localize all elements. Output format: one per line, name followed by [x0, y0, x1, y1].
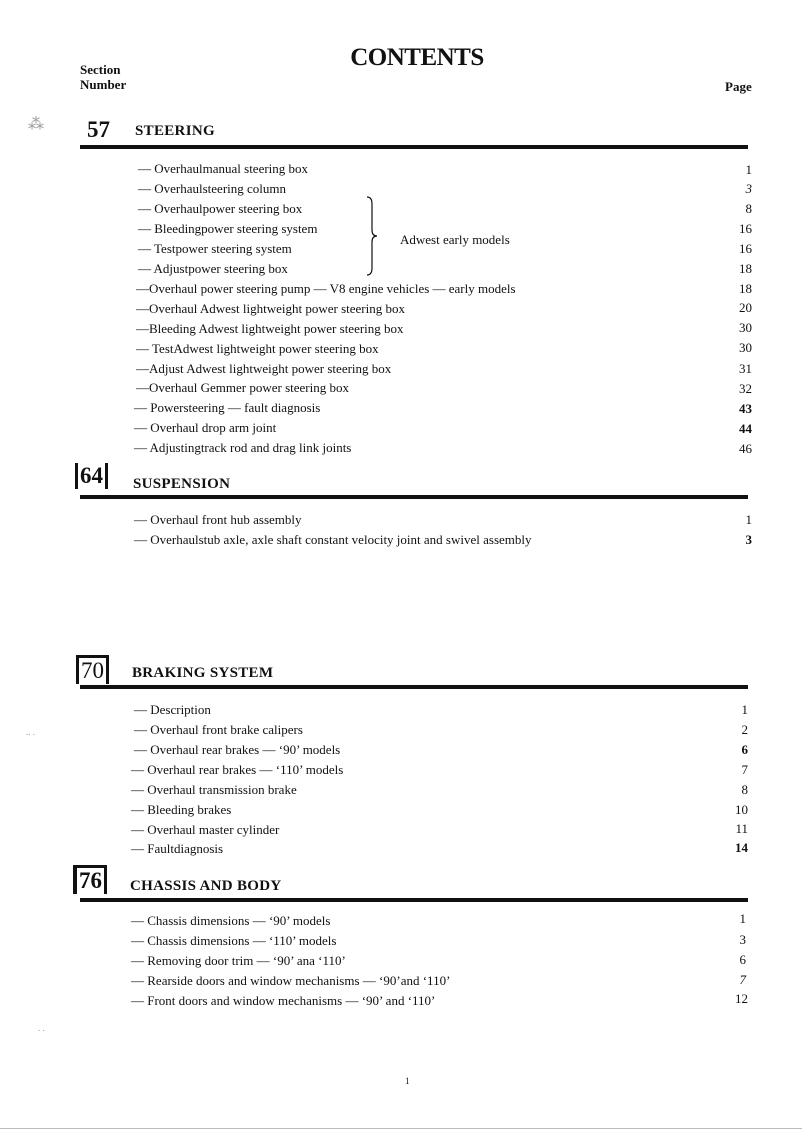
toc-entry: — Bleeding brakes: [131, 802, 232, 817]
toc-page: 3: [739, 932, 746, 947]
toc-page: 44: [739, 421, 752, 436]
toc-page: 1: [745, 512, 752, 527]
scan-smudge: .. .: [26, 727, 35, 737]
toc-page: 20: [739, 300, 752, 315]
toc-page: 43: [739, 401, 752, 416]
toc-page: 11: [735, 821, 748, 836]
group-note: Adwest early models: [400, 232, 510, 247]
toc-page: 30: [739, 340, 752, 355]
toc-entry: — TestAdwest lightweight power steering box: [136, 341, 379, 356]
toc-entry: — Testpower steering system: [138, 241, 292, 256]
toc-page: 3: [745, 181, 752, 196]
toc-entry: — Overhaulpower steering box: [138, 201, 303, 216]
section-rule: [80, 898, 748, 902]
section-rule: [80, 685, 748, 689]
scan-smudge: ⁂: [28, 116, 41, 133]
section-label: [80, 62, 126, 92]
toc-page: 10: [735, 802, 748, 817]
toc-page: 6: [741, 742, 748, 757]
toc-entry: — Overhaul front hub assembly: [134, 512, 302, 527]
toc-entry: —Bleeding Adwest lightweight power steering box: [136, 321, 404, 336]
toc-entry: — Description: [134, 702, 211, 717]
section-title: BRAKING SYSTEM: [132, 665, 274, 681]
toc-page: 30: [739, 320, 752, 335]
toc-page: 1: [741, 702, 748, 717]
section-rule: [80, 145, 748, 149]
toc-page: 18: [739, 261, 752, 276]
section-number: 76: [73, 865, 107, 894]
toc-entry: — Overhaul transmission brake: [131, 782, 297, 797]
toc-page: 8: [745, 201, 752, 216]
toc-page: 2: [741, 722, 748, 737]
toc-entry: — Overhaulsteering column: [138, 181, 287, 196]
section-label-line2: Number: [80, 77, 127, 92]
section-number: 57: [87, 117, 110, 142]
section-title: STEERING: [135, 123, 215, 139]
toc-page: 16: [739, 221, 752, 236]
toc-page: 18: [739, 281, 752, 296]
scan-smudge: . .: [38, 1023, 45, 1033]
toc-entry: —Adjust Adwest lightweight power steering box: [136, 361, 392, 376]
toc-entry: — Front doors and window mechanisms — ‘90’ and ‘110’: [131, 993, 436, 1008]
toc-entry: —Overhaul Adwest lightweight power steering box: [136, 301, 405, 316]
toc-entry: — Adjustingtrack rod and drag link joints: [134, 440, 352, 455]
toc-page: 6: [739, 952, 746, 967]
toc-page: 12: [735, 991, 748, 1006]
toc-page: 7: [741, 762, 748, 777]
page-title: CONTENTS: [350, 44, 484, 71]
toc-entry: — Powersteering — fault diagnosis: [134, 400, 321, 415]
section-label-line1: Section: [80, 62, 121, 77]
toc-entry: — Chassis dimensions — ‘110’ models: [131, 933, 337, 948]
toc-entry: — Overhaulstub axle, axle shaft constant velocity joint and swivel assembly: [134, 532, 532, 547]
toc-entry: — Overhaul master cylinder: [131, 822, 280, 837]
page-column-label: Page: [725, 79, 752, 94]
scan-edge-line: [0, 1128, 802, 1129]
toc-entry: — Bleedingpower steering system: [138, 221, 318, 236]
section-number: 64: [75, 463, 108, 489]
toc-entry: — Overhaul front brake calipers: [134, 722, 303, 737]
toc-entry: — Adjustpower steering box: [138, 261, 288, 276]
toc-page: 1: [739, 911, 746, 926]
toc-page: 7: [739, 972, 746, 987]
section-number: 70: [76, 655, 109, 684]
toc-page: 14: [735, 840, 748, 855]
toc-entry: — Overhaulmanual steering box: [138, 161, 309, 176]
toc-entry: —Overhaul power steering pump — V8 engine vehicles — early models: [136, 281, 516, 296]
toc-page: 31: [739, 361, 752, 376]
toc-entry: — Overhaul rear brakes — ‘90’ models: [134, 742, 341, 757]
toc-entry: —Overhaul Gemmer power steering box: [136, 380, 349, 395]
toc-page: 1: [745, 162, 752, 177]
section-title: SUSPENSION: [133, 476, 231, 492]
toc-page: 46: [739, 441, 752, 456]
toc-entry: — Faultdiagnosis: [131, 841, 224, 856]
section-rule: [80, 495, 748, 499]
toc-entry: — Removing door trim — ‘90’ ana ‘110’: [131, 953, 346, 968]
right-brace-icon: [366, 196, 380, 276]
toc-page: 8: [741, 782, 748, 797]
toc-page: 3: [745, 532, 752, 547]
footer-page-number: 1: [405, 1076, 410, 1086]
section-title: CHASSIS AND BODY: [130, 878, 282, 894]
toc-page: 32: [739, 381, 752, 396]
toc-entry: — Overhaul rear brakes — ‘110’ models: [131, 762, 344, 777]
toc-entry: — Chassis dimensions — ‘90’ models: [131, 913, 331, 928]
toc-entry: — Overhaul drop arm joint: [134, 420, 277, 435]
toc-entry: — Rearside doors and window mechanisms — ‘90’and ‘110’: [131, 973, 451, 988]
toc-page: 16: [739, 241, 752, 256]
